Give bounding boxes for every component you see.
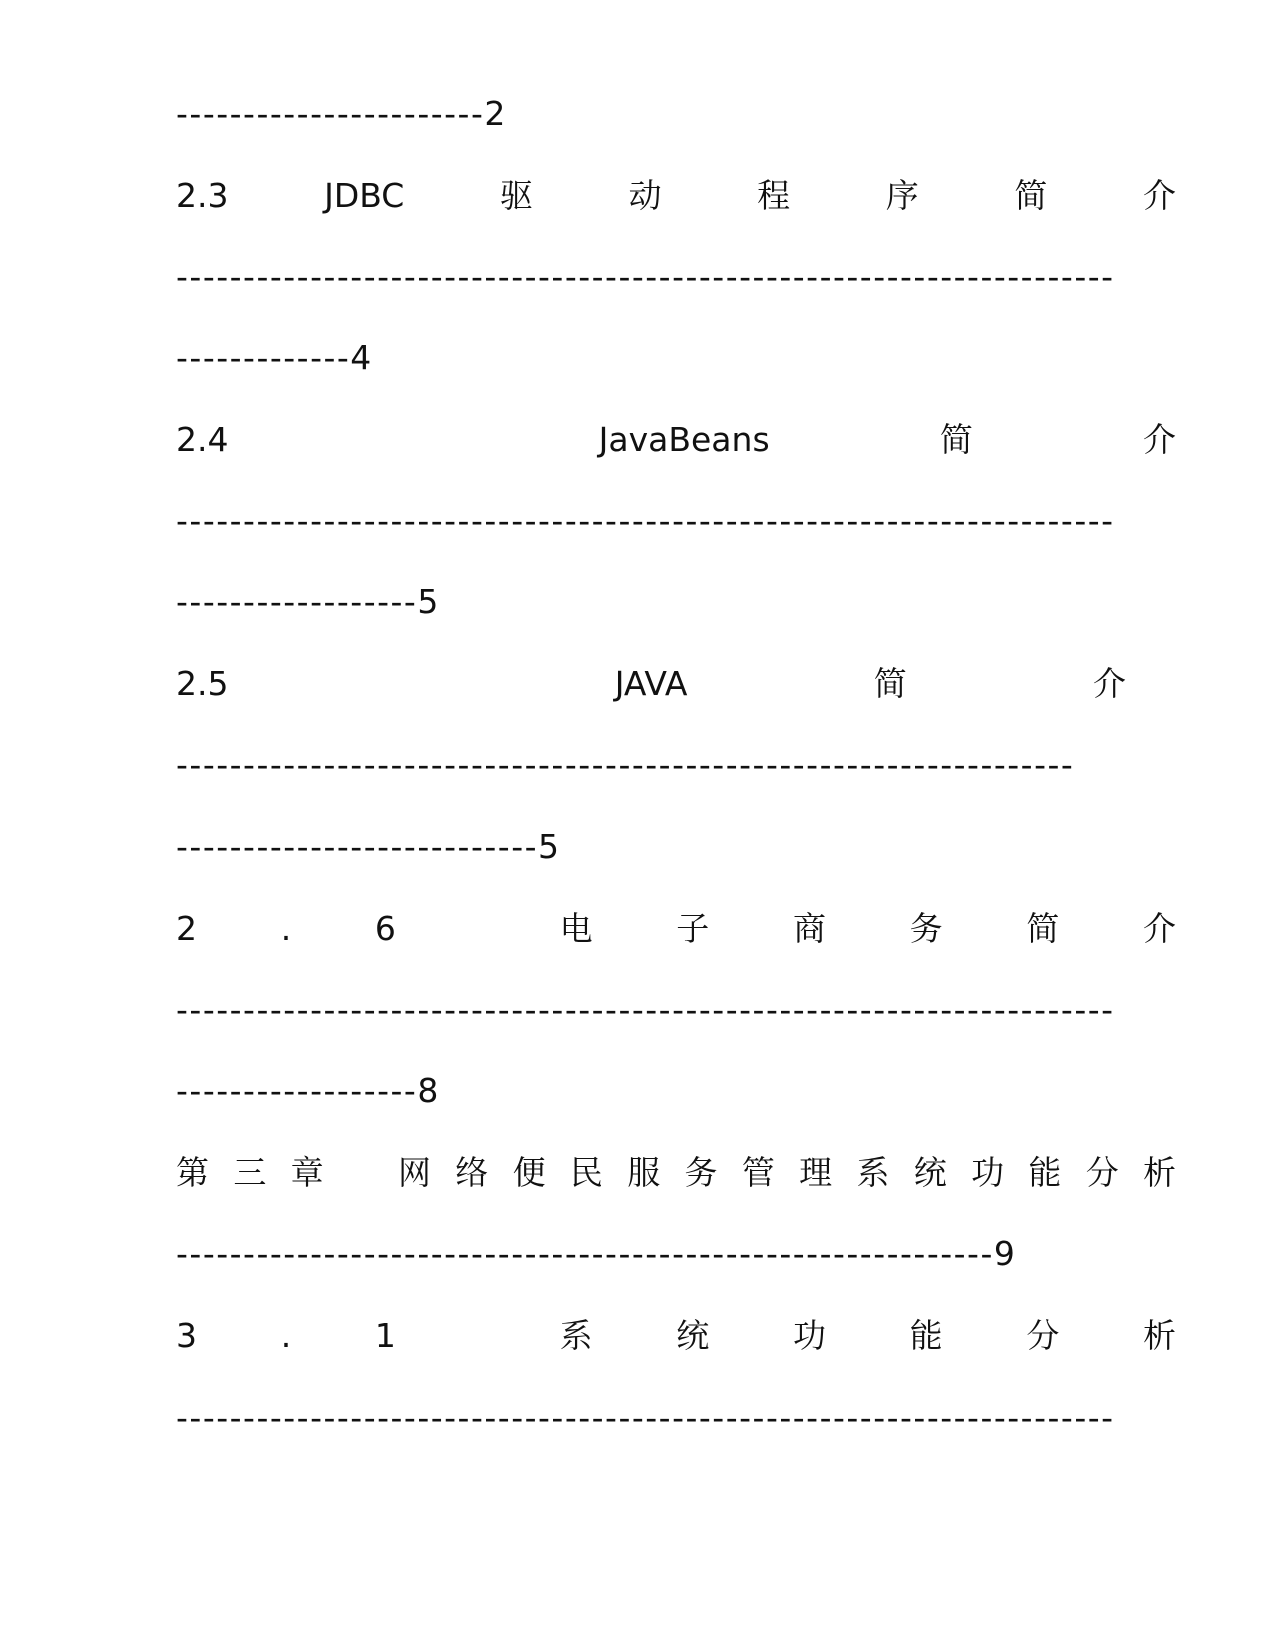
toc-token: 介 — [1092, 664, 1126, 703]
toc-token: 章 — [290, 1153, 324, 1192]
toc-token: 驱 — [499, 176, 533, 215]
toc-token: 便 — [512, 1153, 546, 1192]
toc-entry-2-6 — [176, 905, 1176, 953]
toc-token: 介 — [1143, 909, 1176, 948]
toc-token: 务 — [684, 1153, 718, 1192]
toc-token: 务 — [909, 909, 943, 948]
toc-token: 析 — [1143, 1316, 1176, 1355]
toc-token: 简 — [1026, 909, 1060, 948]
toc-leader: ---------------------------------------------------------------------- — [176, 501, 1115, 540]
toc-leader-page-5: ------------------5 — [176, 582, 440, 621]
toc-entry-2-4 — [176, 416, 1176, 464]
toc-token: 2 — [176, 909, 197, 948]
toc-token: 子 — [676, 909, 710, 948]
toc-token: 2.5 — [176, 664, 229, 703]
toc-token: 序 — [885, 176, 919, 215]
toc-leader-2: -----------------------2 — [176, 94, 507, 133]
toc-token: 服 — [627, 1153, 661, 1192]
toc-token: JDBC — [324, 176, 405, 215]
toc-token: 功 — [971, 1153, 1005, 1192]
toc-token: 1 — [374, 1316, 396, 1355]
toc-token: 分 — [1026, 1316, 1060, 1355]
toc-token: 简 — [939, 420, 973, 459]
toc-entry-3-1 — [176, 1312, 1176, 1360]
toc-token: 3 — [176, 1316, 197, 1355]
toc-token: 介 — [1142, 420, 1176, 459]
toc-token: 第 — [176, 1153, 209, 1192]
toc-token: 能 — [909, 1316, 943, 1355]
toc-token: 网 — [397, 1153, 431, 1192]
toc-leader: ------------------------------------------------------------------- — [176, 745, 1075, 784]
toc-token: 分 — [1085, 1153, 1119, 1192]
toc-token: 系 — [559, 1316, 593, 1355]
toc-leader-page-4: -------------4 — [176, 338, 373, 377]
toc-token: 管 — [741, 1153, 775, 1192]
toc-token: 系 — [856, 1153, 890, 1192]
toc-token: 介 — [1143, 176, 1176, 215]
toc-token: 三 — [233, 1153, 267, 1192]
toc-token: 理 — [799, 1153, 833, 1192]
toc-leader-page-8: ------------------8 — [176, 1071, 440, 1110]
toc-token: JavaBeans — [598, 420, 770, 459]
toc-token: 6 — [374, 909, 396, 948]
toc-token: 统 — [676, 1316, 710, 1355]
toc-token: 程 — [757, 176, 791, 215]
toc-token: JAVA — [614, 664, 688, 703]
toc-token: 2.3 — [176, 176, 229, 215]
toc-token: 商 — [792, 909, 826, 948]
toc-chapter-3 — [176, 1149, 1176, 1197]
toc-leader: ---------------------------------------------------------------------- — [176, 990, 1115, 1029]
toc-entry-2-5 — [176, 660, 1126, 708]
toc-token: 简 — [873, 664, 907, 703]
toc-token: 民 — [569, 1153, 603, 1192]
toc-leader-page-9: -------------------------------------------------------------9 — [176, 1234, 1017, 1273]
toc-entry-2-3 — [176, 172, 1176, 220]
toc-token: . — [280, 1316, 292, 1355]
toc-token: 络 — [455, 1153, 489, 1192]
toc-token: 动 — [628, 176, 662, 215]
toc-leader: ---------------------------------------------------------------------- — [176, 1398, 1115, 1437]
toc-token: 能 — [1028, 1153, 1062, 1192]
toc-leader: ---------------------------------------------------------------------- — [176, 257, 1115, 296]
toc-token: 析 — [1143, 1153, 1176, 1192]
toc-leader-page-5: ---------------------------5 — [176, 827, 561, 866]
toc-token: 电 — [559, 909, 593, 948]
toc-token: 功 — [792, 1316, 826, 1355]
toc-token: 简 — [1014, 176, 1048, 215]
toc-token: 2.4 — [176, 420, 229, 459]
toc-token: 统 — [913, 1153, 947, 1192]
toc-token: . — [280, 909, 292, 948]
